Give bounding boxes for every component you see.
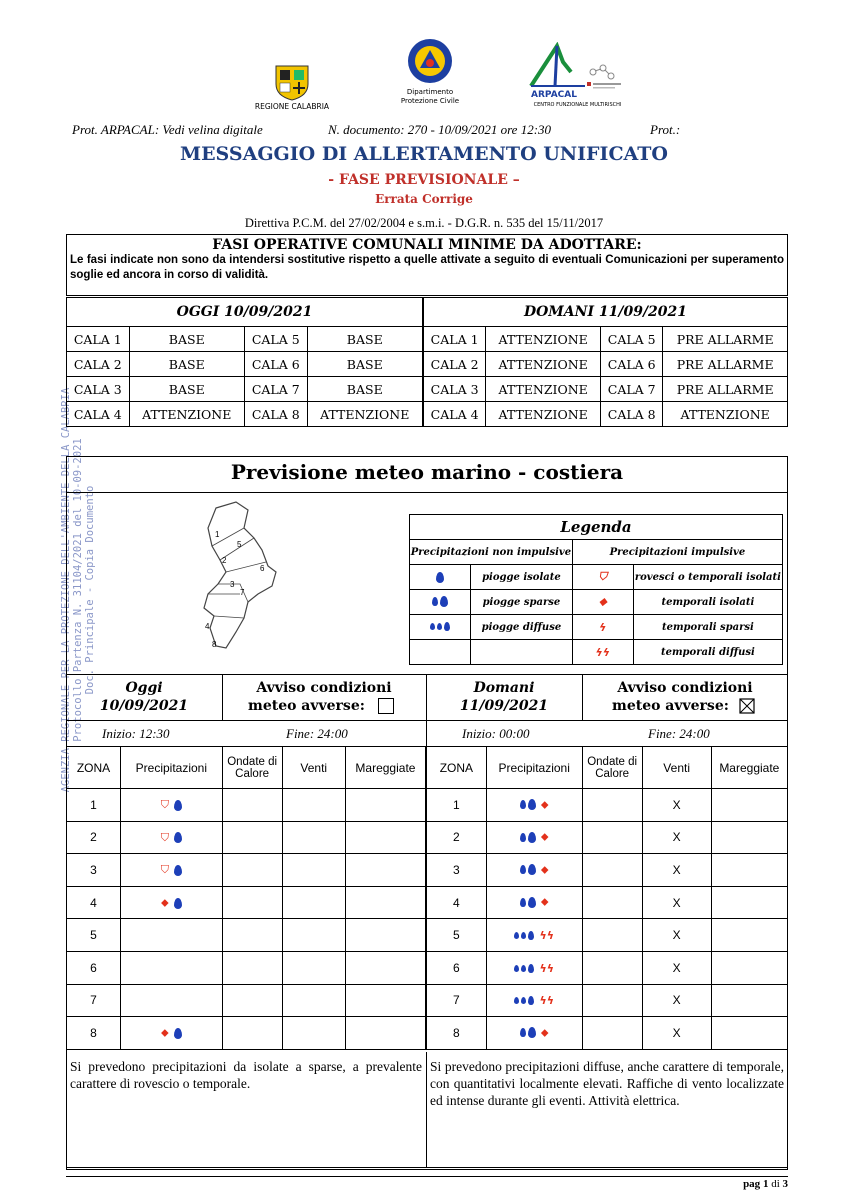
prot-arpacal: Prot. ARPACAL: Vedi velina digitale: [72, 122, 263, 137]
table-row: [67, 854, 426, 887]
table-row: [67, 984, 426, 1017]
phase-level: BASE: [129, 352, 244, 377]
rain-drop-icon: [430, 623, 435, 630]
zone-code: CALA 8: [244, 402, 307, 427]
legend-temp-isolati-label: temporali isolati: [633, 590, 782, 615]
zone-code: CALA 6: [244, 352, 307, 377]
legend-temp-diffusi-symbol: [572, 640, 633, 665]
rain-drop-icon: [444, 622, 450, 631]
zone-number: 7: [67, 984, 121, 1017]
phase-level: PRE ALLARME: [663, 327, 788, 352]
tomorrow-avviso-line1: Avviso condizioni: [617, 680, 753, 696]
rain-drop-icon: [174, 800, 182, 811]
legend-rovesci-symbol: [572, 565, 633, 590]
venti-cell: X: [642, 919, 711, 952]
mareggiate-cell: [345, 886, 425, 919]
zone-number: 5: [427, 919, 487, 952]
col-mareggiate: Mareggiate: [711, 747, 787, 789]
rain-drops-many-icon: [514, 996, 534, 1005]
rain-drop-icon: [174, 832, 182, 843]
fasi-tomorrow-header: DOMANI 11/09/2021: [424, 298, 788, 327]
map-zone-label-2: 2: [222, 556, 227, 565]
page-number: [700, 1178, 788, 1190]
legend-temp-isolati-symbol: [572, 590, 633, 615]
logo-arpacal: [515, 42, 640, 112]
thunderstorm-icon: ⬥: [540, 862, 549, 876]
logo-regione-label: REGIONE CALABRIA: [254, 102, 330, 111]
ondate-cell: [582, 919, 642, 952]
phase-level: ATTENZIONE: [486, 327, 601, 352]
zone-number: 6: [67, 951, 121, 984]
tomorrow-avviso-checkbox-checked-icon: [739, 698, 755, 714]
precip-cell: [486, 951, 582, 984]
mareggiate-cell: [345, 789, 425, 822]
fasi-row: [67, 327, 423, 352]
precip-cell: [121, 919, 223, 952]
fasi-row: [67, 377, 423, 402]
thunderstorm-icon: ⬥: [540, 797, 549, 811]
ondate-cell: [582, 886, 642, 919]
table-row: [427, 821, 788, 854]
map-zone-label-1: 1: [215, 530, 220, 539]
logo-dpc: [395, 38, 465, 110]
legend-table: [409, 514, 783, 665]
zone-number: 2: [427, 821, 487, 854]
notes-box: [66, 1052, 788, 1168]
ondate-cell: [222, 789, 282, 822]
thunderstorm-outline-icon: ⛉: [598, 570, 607, 583]
regione-calabria-emblem-icon: [272, 62, 312, 102]
fasi-row: [424, 377, 788, 402]
page-current: 1: [762, 1178, 769, 1190]
zone-code: CALA 2: [424, 352, 486, 377]
page-sep: di: [771, 1178, 780, 1190]
rain-drops-icon: [520, 1027, 536, 1038]
precip-cell: [486, 789, 582, 822]
col-venti: Venti: [642, 747, 711, 789]
page-prefix: pag: [743, 1178, 761, 1190]
zone-number: 7: [427, 984, 487, 1017]
avviso-divider: [66, 720, 788, 721]
ondate-cell: [582, 854, 642, 887]
legend-sparse-label: piogge sparse: [471, 590, 573, 615]
table-row: [67, 789, 426, 822]
rain-drop-icon: [174, 1028, 182, 1039]
tomorrow-avviso-line2: meteo avverse:: [612, 698, 729, 714]
col-zona: ZONA: [67, 747, 121, 789]
precip-cell: [121, 854, 223, 887]
zone-number: 5: [67, 919, 121, 952]
tomorrow-zones-table: [426, 746, 788, 1050]
legend-temp-diffusi-label: temporali diffusi: [633, 640, 782, 665]
rain-drop-icon: [436, 572, 444, 583]
legend-temp-sparsi-label: temporali sparsi: [633, 615, 782, 640]
col-ondate-2: Calore: [235, 767, 270, 780]
venti-cell: X: [642, 984, 711, 1017]
fasi-row: [424, 327, 788, 352]
thunderstorm-icon: ⬥: [540, 1025, 549, 1039]
table-row: [427, 919, 788, 952]
thunderstorm-outline-icon: ⛉: [160, 798, 169, 812]
fasi-row: [67, 402, 423, 427]
watermark-line1: AGENZIA REGIONALE PER LA PROTEZIONE DELL'AMBIENTE DELLA CALABRIA: [60, 387, 72, 793]
ondate-cell: [582, 789, 642, 822]
rain-drop-icon: [432, 597, 438, 606]
table-row: [427, 789, 788, 822]
table-row: [427, 951, 788, 984]
tomorrow-start: Inizio: 00:00: [462, 726, 530, 741]
precip-cell: [121, 789, 223, 822]
logo-dpc-line2: Protezione Civile: [400, 97, 460, 105]
legend-diffuse-label: piogge diffuse: [471, 615, 573, 640]
prot-label: Prot.:: [650, 122, 681, 137]
legend-diffuse-symbol: [410, 615, 471, 640]
rain-drops-many-icon: [514, 931, 534, 940]
venti-cell: X: [642, 1017, 711, 1050]
map-zone-label-8: 8: [212, 640, 217, 649]
zone-code: CALA 3: [67, 377, 130, 402]
zone-code: CALA 7: [601, 377, 663, 402]
zone-code: CALA 6: [601, 352, 663, 377]
ondate-cell: [582, 951, 642, 984]
logo-arpacal-label: ARPACAL: [531, 90, 577, 100]
mareggiate-cell: [711, 854, 787, 887]
zone-number: 8: [427, 1017, 487, 1050]
legend-isolate-symbol: [410, 565, 471, 590]
map-zone-label-3: 3: [230, 580, 235, 589]
fasi-tomorrow-table: [423, 297, 788, 427]
precip-cell: [486, 919, 582, 952]
notes-divider: [426, 1052, 427, 1168]
precip-cell: [486, 821, 582, 854]
zone-code: CALA 5: [601, 327, 663, 352]
tomorrow-end: Fine: 24:00: [648, 726, 710, 741]
footer-line: [66, 1176, 788, 1177]
ondate-cell: [222, 854, 282, 887]
mareggiate-cell: [345, 984, 425, 1017]
logo-arpacal-sub: CENTRO FUNZIONALE MULTIRISCHI: [533, 102, 622, 108]
rain-drop-icon: [437, 623, 442, 630]
zone-number: 4: [427, 886, 487, 919]
venti-cell: X: [642, 854, 711, 887]
col-zona: ZONA: [427, 747, 487, 789]
venti-cell: X: [642, 886, 711, 919]
venti-cell: X: [642, 951, 711, 984]
venti-cell: [282, 821, 345, 854]
phase-level: PRE ALLARME: [663, 377, 788, 402]
table-row: [427, 1017, 788, 1050]
zone-number: 2: [67, 821, 121, 854]
table-row: [427, 854, 788, 887]
phase-level: BASE: [307, 377, 423, 402]
zone-code: CALA 7: [244, 377, 307, 402]
col-ondate: [582, 747, 642, 789]
rain-drop-icon: [174, 865, 182, 876]
col-mareggiate: Mareggiate: [345, 747, 425, 789]
phase-level: ATTENZIONE: [307, 402, 423, 427]
molecule-icon: [585, 62, 625, 92]
today-avviso-checkbox: [378, 698, 394, 714]
venti-cell: [282, 1017, 345, 1050]
ondate-cell: [222, 886, 282, 919]
zone-code: CALA 4: [424, 402, 486, 427]
rain-drops-icon: [520, 832, 536, 843]
venti-cell: [282, 886, 345, 919]
fasi-operative-box: [66, 234, 788, 296]
mareggiate-cell: [711, 821, 787, 854]
lightning-icon: ϟ: [599, 620, 607, 634]
tomorrow-note: Si prevedono precipitazioni diffuse, anche carattere di temporale, con quantitativi localmente elevati. Raffiche di vento localizzate ed intense durante gli eventi. Attività elettrica.: [430, 1059, 784, 1108]
watermark-line2: Protocollo Partenza N. 31104/2021 del 10-09-2021: [72, 438, 84, 742]
phase-level: BASE: [129, 377, 244, 402]
day-header-divider: [66, 674, 788, 675]
precip-cell: [121, 1017, 223, 1050]
col-precip: Precipitazioni: [121, 747, 223, 789]
legend-title: Legenda: [410, 515, 783, 540]
today-day: Oggi: [125, 680, 163, 696]
tomorrow-day: Domani: [473, 680, 535, 696]
legend-rovesci-label: rovesci o temporali isolati: [633, 565, 782, 590]
directive-reference: Direttiva P.C.M. del 27/02/2004 e s.m.i. - D.G.R. n. 535 del 15/11/2017: [244, 216, 604, 230]
today-avviso-line2: meteo avverse:: [248, 698, 365, 714]
phase-level: ATTENZIONE: [486, 377, 601, 402]
fasi-note: Le fasi indicate non sono da intendersi sostitutive rispetto a quelle attivate a seguito di eventuali Comunicazioni per superamento soglie ed ancora in corso di validità.: [70, 254, 784, 281]
table-row: [427, 886, 788, 919]
ondate-cell: [582, 821, 642, 854]
precip-cell: [121, 984, 223, 1017]
legend-sparse-symbol: [410, 590, 471, 615]
meteo-title-divider: [66, 492, 788, 493]
mareggiate-cell: [711, 886, 787, 919]
today-note: Si prevedono precipitazioni da isolate a sparse, a prevalente carattere di rovescio o temporale.: [70, 1059, 422, 1091]
logo-dpc-line1: Dipartimento: [406, 88, 454, 96]
protezione-civile-emblem-icon: [407, 38, 453, 84]
today-zones-table: [66, 746, 426, 1050]
legend-empty-label: [471, 640, 573, 665]
rain-drops-many-icon: [514, 964, 534, 973]
table-row: [67, 1017, 426, 1050]
table-row: [67, 821, 426, 854]
zone-number: 8: [67, 1017, 121, 1050]
mareggiate-cell: [711, 789, 787, 822]
ondate-cell: [222, 919, 282, 952]
phase-level: BASE: [129, 327, 244, 352]
legend-col2: Precipitazioni impulsive: [572, 540, 782, 565]
zone-number: 6: [427, 951, 487, 984]
zone-code: CALA 3: [424, 377, 486, 402]
ondate-cell: [582, 984, 642, 1017]
calabria-zones-map: [196, 498, 286, 658]
zone-code: CALA 5: [244, 327, 307, 352]
zone-number: 1: [67, 789, 121, 822]
venti-cell: X: [642, 821, 711, 854]
legend-empty-symbol: [410, 640, 471, 665]
venti-cell: [282, 951, 345, 984]
zone-code: CALA 1: [67, 327, 130, 352]
venti-cell: [282, 854, 345, 887]
thunderstorm-icon: ⬥: [160, 896, 169, 910]
venti-cell: X: [642, 789, 711, 822]
mareggiate-cell: [345, 1017, 425, 1050]
thunderstorm-icon: ⬥: [540, 895, 549, 909]
map-zone-label-4: 4: [205, 622, 210, 631]
fasi-title: FASI OPERATIVE COMUNALI MINIME DA ADOTTARE:: [212, 237, 642, 253]
fasi-row: [67, 352, 423, 377]
today-avviso-line1: Avviso condizioni: [256, 680, 392, 696]
zone-code: CALA 1: [424, 327, 486, 352]
thunderstorm-outline-icon: ⛉: [160, 830, 169, 844]
precip-cell: [121, 951, 223, 984]
mareggiate-cell: [345, 821, 425, 854]
col-precip: Precipitazioni: [486, 747, 582, 789]
mareggiate-cell: [345, 951, 425, 984]
double-lightning-icon: ϟϟ: [539, 994, 554, 1008]
precip-cell: [486, 886, 582, 919]
precip-cell: [121, 821, 223, 854]
table-row: [67, 951, 426, 984]
zone-code: CALA 8: [601, 402, 663, 427]
phase-level: BASE: [307, 327, 423, 352]
phase-subtitle: - FASE PREVISIONALE –: [328, 172, 520, 188]
ondate-cell: [222, 951, 282, 984]
precip-cell: [121, 886, 223, 919]
rain-drops-icon: [520, 897, 536, 908]
table-row: [427, 984, 788, 1017]
col-ondate-2: Calore: [595, 767, 630, 780]
watermark-line3: Doc. Principale - Copia Documento: [84, 485, 96, 695]
zone-number: 1: [427, 789, 487, 822]
document-number: N. documento: 270 - 10/09/2021 ore 12:30: [328, 122, 552, 137]
col-ondate: [222, 747, 282, 789]
map-zone-label-5: 5: [237, 540, 242, 549]
mareggiate-cell: [711, 951, 787, 984]
map-zone-label-6: 6: [260, 564, 265, 573]
table-row: [67, 919, 426, 952]
zone-number: 4: [67, 886, 121, 919]
zone-number: 3: [67, 854, 121, 887]
rain-drop-icon: [440, 596, 448, 607]
venti-cell: [282, 919, 345, 952]
phase-level: ATTENZIONE: [129, 402, 244, 427]
today-end: Fine: 24:00: [286, 726, 348, 741]
mareggiate-cell: [711, 984, 787, 1017]
precip-cell: [486, 854, 582, 887]
phase-level: ATTENZIONE: [663, 402, 788, 427]
map-zone-label-7: 7: [240, 588, 245, 597]
thunderstorm-outline-icon: ⛉: [160, 863, 169, 877]
today-date: 10/09/2021: [99, 698, 189, 714]
fasi-row: [424, 402, 788, 427]
legend-col1: Precipitazioni non impulsive: [410, 540, 573, 565]
arpacal-emblem-icon: [527, 42, 587, 90]
legend-temp-sparsi-symbol: [572, 615, 633, 640]
rain-drops-icon: [520, 799, 536, 810]
errata-corrige: Errata Corrige: [375, 192, 473, 206]
ondate-cell: [222, 1017, 282, 1050]
zone-number: 3: [427, 854, 487, 887]
tomorrow-date: 11/09/2021: [459, 698, 549, 714]
rain-drops-icon: [520, 864, 536, 875]
col-venti: Venti: [282, 747, 345, 789]
precip-cell: [486, 984, 582, 1017]
ondate-cell: [222, 821, 282, 854]
page-total: 3: [782, 1178, 788, 1190]
zone-code: CALA 4: [67, 402, 130, 427]
col-ondate-1: Ondate di: [587, 755, 638, 768]
venti-cell: [282, 984, 345, 1017]
thunderstorm-icon: ⬥: [160, 1026, 169, 1040]
legend-isolate-label: piogge isolate: [471, 565, 573, 590]
mareggiate-cell: [711, 919, 787, 952]
mareggiate-cell: [345, 854, 425, 887]
double-lightning-icon: ϟϟ: [595, 645, 611, 659]
precip-cell: [486, 1017, 582, 1050]
phase-level: PRE ALLARME: [663, 352, 788, 377]
double-lightning-icon: ϟϟ: [539, 961, 554, 975]
thunderstorm-icon: ⬥: [598, 595, 607, 608]
zone-code: CALA 2: [67, 352, 130, 377]
fasi-today-table: [66, 297, 423, 427]
page-title: MESSAGGIO DI ALLERTAMENTO UNIFICATO: [180, 143, 668, 165]
double-lightning-icon: ϟϟ: [539, 929, 554, 943]
table-row: [67, 886, 426, 919]
mareggiate-cell: [345, 919, 425, 952]
logo-regione-calabria: [252, 62, 332, 112]
ondate-cell: [582, 1017, 642, 1050]
fasi-row: [424, 352, 788, 377]
today-start: Inizio: 12:30: [102, 726, 170, 741]
phase-level: BASE: [307, 352, 423, 377]
fasi-today-header: OGGI 10/09/2021: [67, 298, 423, 327]
meteo-title: Previsione meteo marino - costiera: [230, 460, 624, 484]
thunderstorm-icon: ⬥: [540, 830, 549, 844]
mareggiate-cell: [711, 1017, 787, 1050]
col-ondate-1: Ondate di: [227, 755, 278, 768]
venti-cell: [282, 789, 345, 822]
phase-level: ATTENZIONE: [486, 402, 601, 427]
rain-drop-icon: [174, 898, 182, 909]
phase-level: ATTENZIONE: [486, 352, 601, 377]
ondate-cell: [222, 984, 282, 1017]
